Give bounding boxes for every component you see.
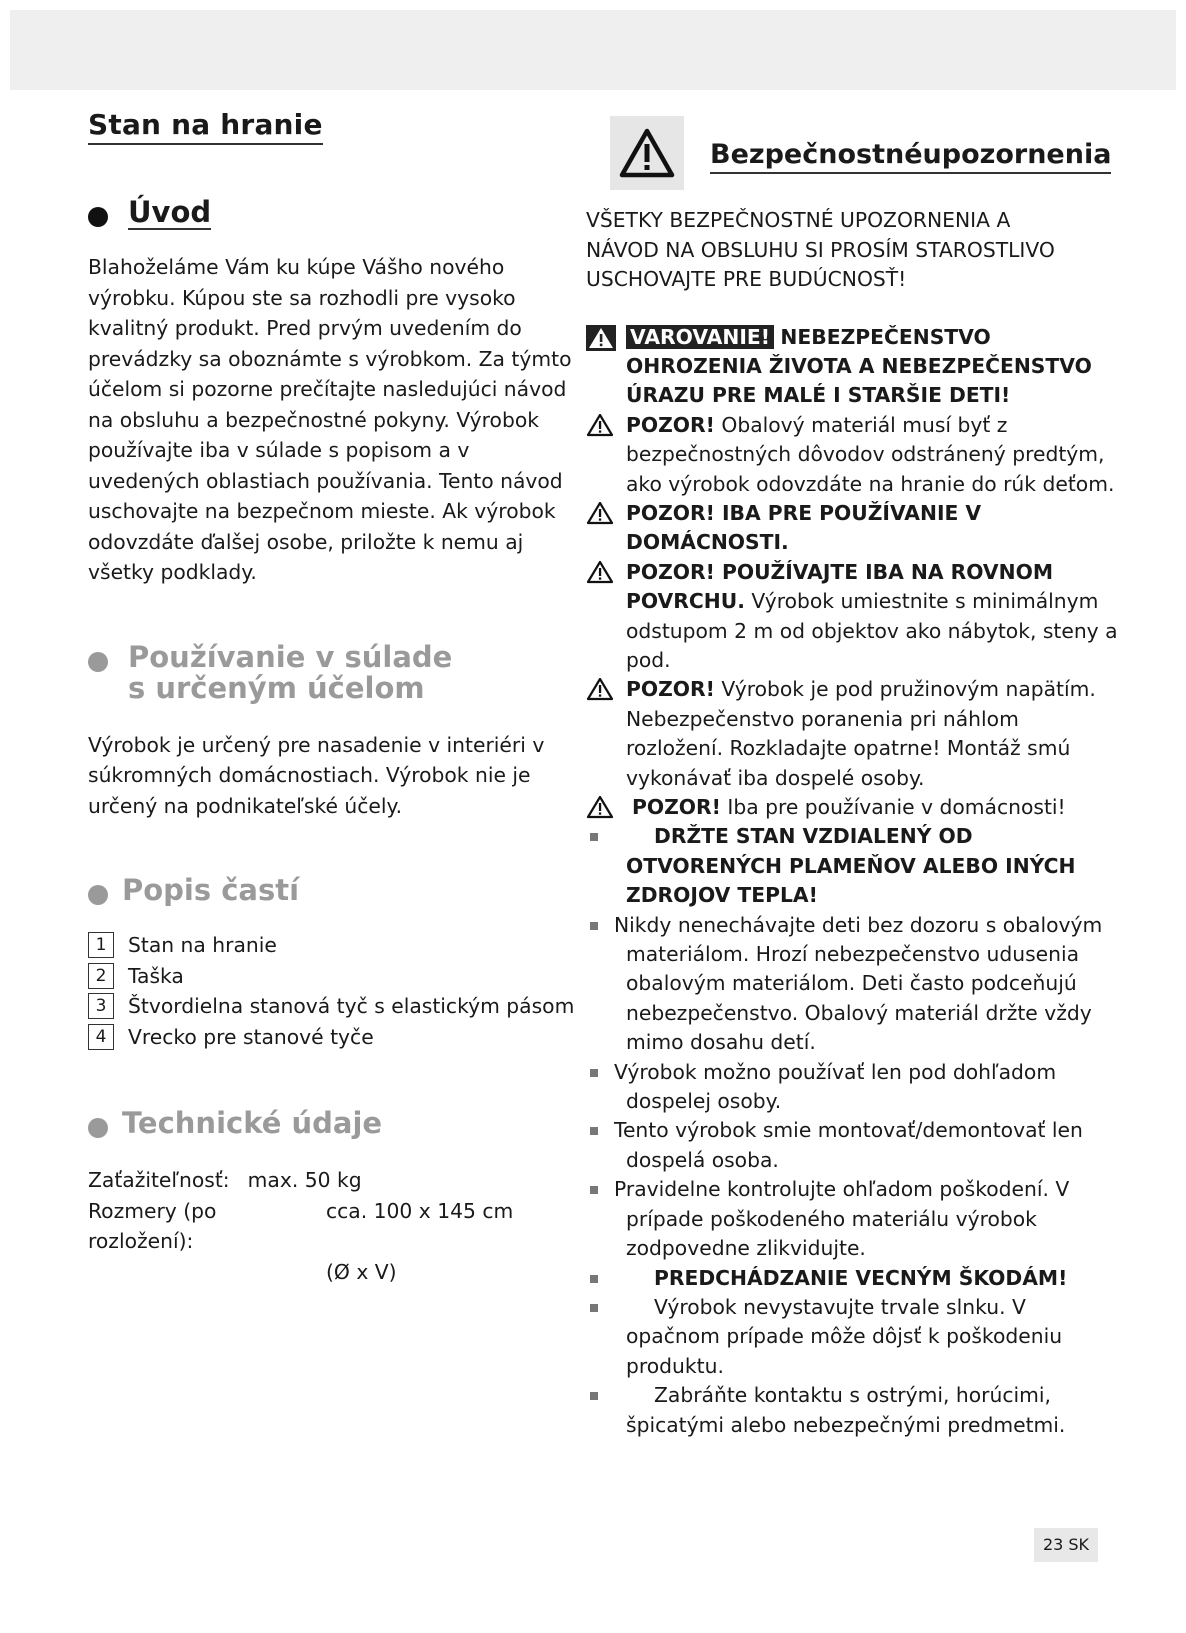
- safety-intro: VŠETKY BEZPEČNOSTNÉ UPOZORNENIA A NÁVOD NA OBSLUHU SI PROSÍM STAROSTLIVO USCHOVAJTE PRE BUDÚCNOSŤ!: [586, 208, 1055, 291]
- load-value: max. 50 kg: [247, 1168, 362, 1192]
- warning-outline-icon: [586, 413, 614, 445]
- parts-title: Popis častí: [122, 873, 300, 907]
- tech-row-dimensions-unit: [88, 1257, 580, 1288]
- warning-filled-icon: [586, 325, 616, 359]
- section-parts-heading: [88, 875, 580, 906]
- square-bullet-icon: [590, 1392, 598, 1400]
- warning-pozor-spring: [586, 675, 1122, 793]
- dimensions-unit: (Ø x V): [326, 1259, 397, 1284]
- list-item: [88, 1022, 580, 1053]
- intended-use-title: [128, 639, 453, 705]
- list-item: [586, 911, 1122, 1058]
- right-column: [586, 116, 1140, 1440]
- section-bullet-icon: [88, 885, 108, 905]
- bullet-text: Zabráňte kontaktu s ostrými, horúcimi, špicatými alebo nebezpečnými predmetmi.: [626, 1383, 1066, 1437]
- part-label: Štvordielna stanová tyč s elastickým pásom: [128, 994, 575, 1018]
- section-bullet-icon: [88, 207, 108, 227]
- list-item: [88, 961, 580, 992]
- section-intended-use-heading: [88, 639, 580, 705]
- varovanie-label: VAROVANIE!: [626, 325, 774, 349]
- warning-pozor-home-use: [586, 793, 1122, 822]
- pozor-label: POZOR! POUŽÍVAJTE IBA NA ROVNOM POVRCHU.: [626, 559, 1054, 614]
- section-tech-heading: [88, 1108, 580, 1139]
- load-label: Zaťažiteľnosť:: [88, 1168, 230, 1192]
- dimensions-value: cca. 100 x 145 cm: [326, 1198, 514, 1223]
- list-item: [586, 1264, 1122, 1293]
- warning-outline-icon: [586, 560, 614, 592]
- pozor-label: POZOR!: [632, 795, 721, 819]
- part-label: Vrecko pre stanové tyče: [128, 1024, 374, 1049]
- bullet-text: Pravidelne kontrolujte ohľadom poškodení. V prípade poškodeného materiálu výrobok zodpovedne zlikvidujte.: [614, 1177, 1070, 1261]
- pozor-text: Výrobok umiestnite s minimálnym odstupom 2 m od objektov ako nábytok, steny a pod.: [626, 589, 1118, 672]
- page-title: Stan na hranie: [88, 108, 323, 145]
- parts-list: [88, 930, 580, 1052]
- pozor-text: Obalový materiál musí byť z bezpečnostných dôvodov odstránený predtým, ako výrobok odovzdáte na hranie do rúk deťom.: [626, 412, 1115, 496]
- square-bullet-icon: [590, 1069, 598, 1077]
- bullet-text: Tento výrobok smie montovať/demontovať len dospelá osoba.: [614, 1118, 1083, 1172]
- bullet-text: DRŽTE STAN VZDIALENÝ OD OTVORENÝCH PLAMEŇOV ALEBO INÝCH ZDROJOV TEPLA!: [626, 824, 1076, 908]
- pozor-text: Výrobok je pod pružinovým napätím. Nebezpečenstvo poranenia pri náhlom rozložení. Rozkladajte opatrne! Montáž smú vykonávať iba dospelé osoby.: [626, 677, 1096, 790]
- part-label: Stan na hranie: [128, 933, 277, 957]
- list-item: [586, 1116, 1122, 1175]
- tech-title: Technické údaje: [122, 1106, 383, 1140]
- warning-pozor-flat-surface: [586, 558, 1122, 676]
- varovanie-text: NEBEZPEČENSTVO OHROZENIA ŽIVOTA A NEBEZPEČENSTVO ÚRAZU PRE MALÉ I STARŠIE DETI!: [626, 324, 1092, 408]
- pozor-label: POZOR!: [626, 677, 715, 702]
- square-bullet-icon: [590, 1186, 598, 1194]
- part-number-box: 4: [88, 1024, 114, 1050]
- list-item: [586, 1293, 1122, 1381]
- square-bullet-icon: [590, 922, 598, 930]
- warning-pozor-household: [586, 499, 1122, 558]
- square-bullet-icon: [590, 1275, 598, 1283]
- bullet-text: Nikdy nenechávajte deti bez dozoru s obalovým materiálom. Hrozí nebezpečenstvo udusenia obalovým materiálom. Deti často podceňujú nebezpečenstvo. Obalový materiál držte vždy mimo dosahu detí.: [614, 912, 1103, 1055]
- list-item: [88, 991, 580, 1022]
- safety-heading: [610, 116, 1140, 190]
- page-number: 23 SK: [1034, 1528, 1098, 1562]
- warning-outline-icon: [586, 677, 614, 709]
- safety-warnings: [586, 323, 1122, 1440]
- part-number-box: 1: [88, 932, 114, 958]
- warning-outline-icon: [586, 501, 614, 533]
- section-bullet-icon: [88, 1118, 108, 1138]
- left-column: [88, 108, 580, 1287]
- list-item: [586, 1381, 1122, 1440]
- dimensions-label: Rozmery (po rozložení):: [88, 1198, 217, 1253]
- tech-row-load: [88, 1165, 580, 1196]
- safety-title: Bezpečnostnéupozornenia: [710, 139, 1111, 174]
- bullet-text: PREDCHÁDZANIE VECNÝM ŠKODÁM!: [654, 1265, 1068, 1290]
- tech-data: [88, 1165, 580, 1287]
- intended-use-text: Výrobok je určený pre nasadenie v interiéri v súkromných domácnostiach. Výrobok nie je určený na podnikateľské účely.: [88, 732, 545, 818]
- bullet-text: Výrobok možno používať len pod dohľadom dospelej osoby.: [614, 1059, 1057, 1114]
- bullet-text: Výrobok nevystavujte trvale slnku. V opačnom prípade môže dôjsť k poškodeniu produktu.: [626, 1294, 1063, 1378]
- section-bullet-icon: [88, 652, 108, 672]
- tech-row-dimensions: [88, 1196, 580, 1257]
- list-item: [586, 822, 1122, 910]
- list-item: [586, 1058, 1122, 1117]
- list-item: [88, 930, 580, 961]
- warning-varovanie: [586, 323, 1122, 411]
- intended-use-title-line1: Používanie v súlade: [128, 639, 453, 674]
- section-intro-heading: [88, 197, 580, 230]
- pozor-text: POZOR! IBA PRE POUŽÍVANIE V DOMÁCNOSTI.: [626, 500, 982, 555]
- warning-pozor-packaging: [586, 411, 1122, 499]
- part-number-box: 3: [88, 993, 114, 1019]
- square-bullet-icon: [590, 1127, 598, 1135]
- intro-text: Blahoželáme Vám ku kúpe Vášho nového výrobku. Kúpou ste sa rozhodli pre vysoko kvalitný produkt. Pred prvým uvedením do prevádzky sa oboznámte s výrobkom. Za týmto účelom si pozorne prečítajte nasledujúci návod na obsluhu a bezpečnostné pokyny. Výrobok používajte iba v súlade s popisom a v uvedených oblastiach používania. Tento návod uschovajte na bezpečnom mieste. Ak výrobok odovzdáte ďalšej osobe, priložte k nemu aj všetky podklady.: [88, 255, 572, 584]
- square-bullet-icon: [590, 1304, 598, 1312]
- intended-use-title-line2: s určeným účelom: [128, 670, 425, 705]
- pozor-text: Iba pre používanie v domácnosti!: [727, 795, 1066, 819]
- square-bullet-icon: [590, 833, 598, 841]
- intro-title: Úvod: [128, 195, 212, 229]
- list-item: [586, 1175, 1122, 1263]
- top-header-bar: [10, 10, 1176, 90]
- warning-triangle-icon: [610, 116, 684, 190]
- part-number-box: 2: [88, 963, 114, 989]
- pozor-label: POZOR!: [626, 412, 715, 437]
- part-label: Taška: [128, 963, 184, 988]
